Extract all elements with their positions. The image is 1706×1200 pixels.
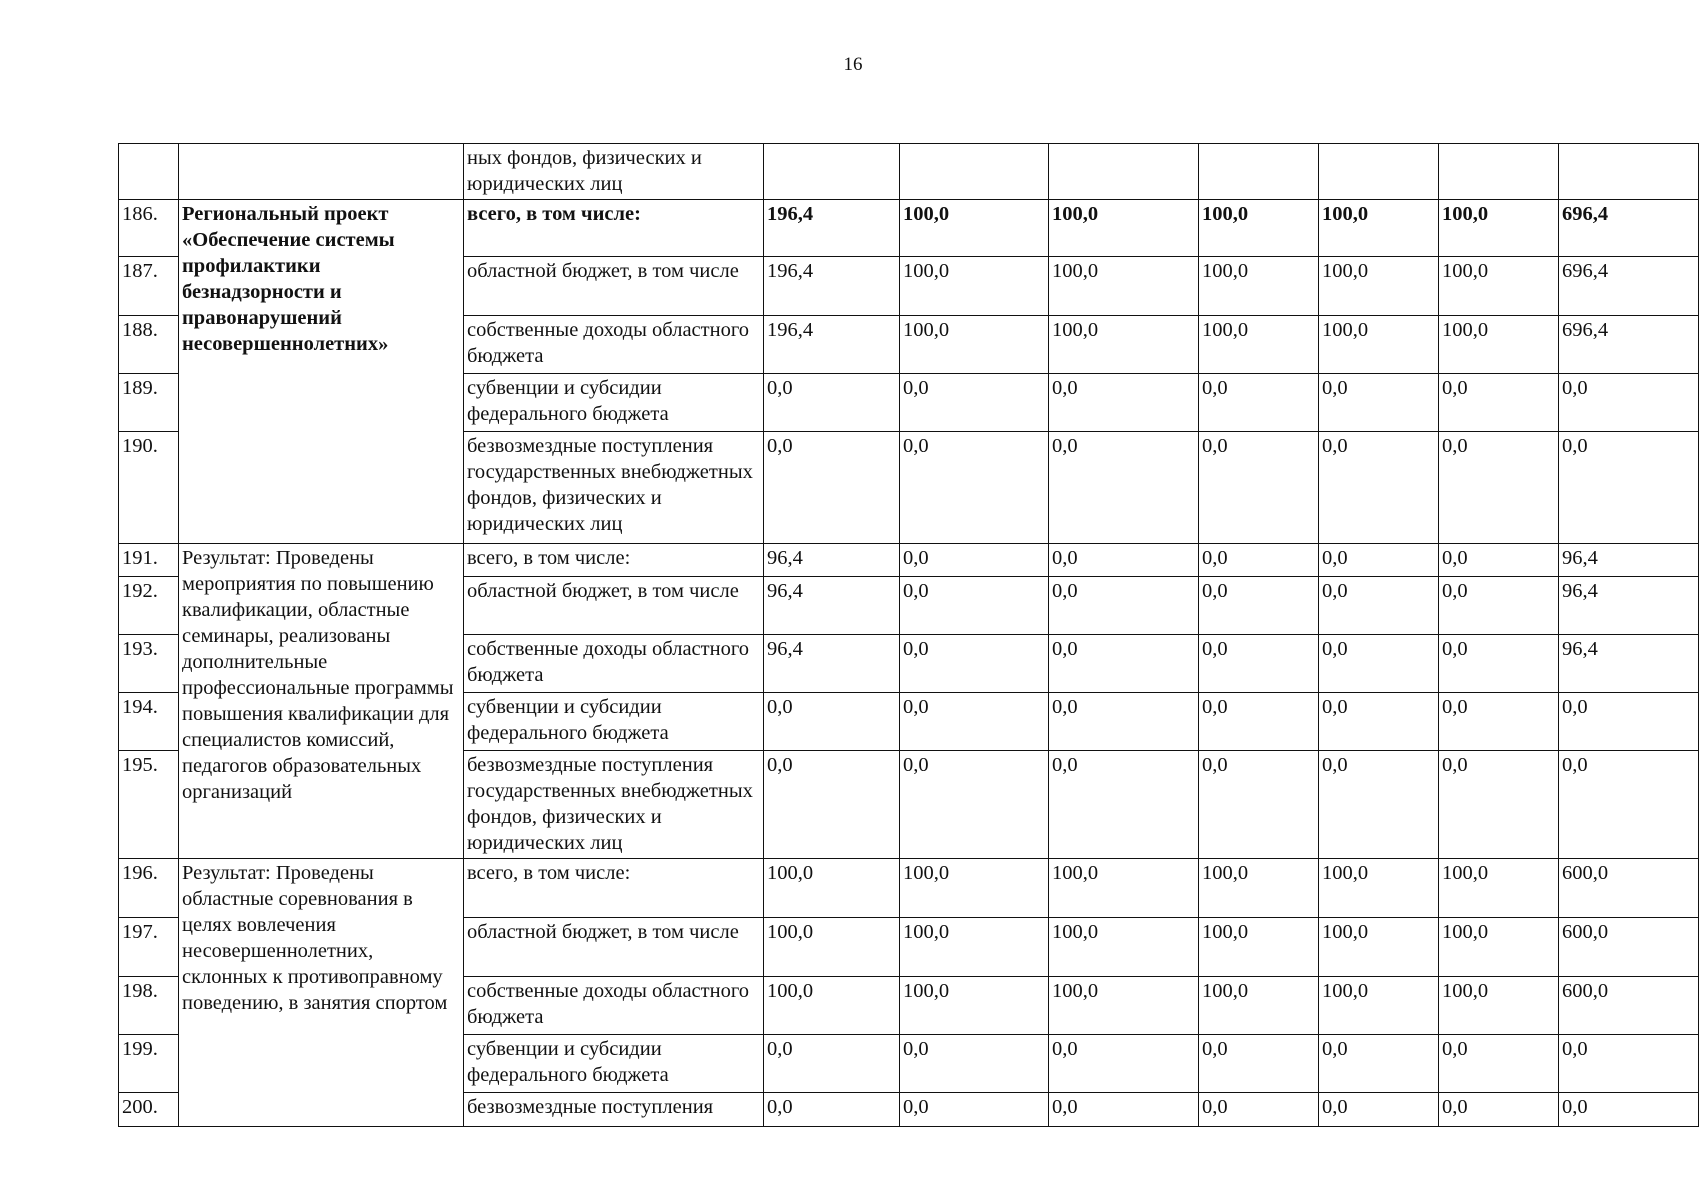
funding-source-cell: всего, в том числе: xyxy=(464,200,764,257)
row-number-cell: 194. xyxy=(119,693,179,751)
value-cell: 96,4 xyxy=(764,544,900,577)
value-cell: 0,0 xyxy=(1199,1035,1319,1093)
value-cell: 0,0 xyxy=(764,1035,900,1093)
value-cell: 0,0 xyxy=(1049,635,1199,693)
row-number-cell: 200. xyxy=(119,1093,179,1127)
value-cell: 0,0 xyxy=(1319,432,1439,544)
value-cell: 0,0 xyxy=(1439,432,1559,544)
table-row xyxy=(119,544,1699,577)
value-cell: 0,0 xyxy=(1319,1093,1439,1127)
value-cell: 100,0 xyxy=(1319,918,1439,977)
value-cell: 100,0 xyxy=(1049,859,1199,918)
value-cell: 100,0 xyxy=(1049,918,1199,977)
funding-source-cell: безвозмездные поступления xyxy=(464,1093,764,1127)
table-body xyxy=(119,144,1699,1127)
value-cell: 100,0 xyxy=(1049,316,1199,374)
value-cell: 100,0 xyxy=(1439,257,1559,316)
row-number-cell: 198. xyxy=(119,977,179,1035)
value-cell: 100,0 xyxy=(900,316,1049,374)
value-cell: 100,0 xyxy=(1319,200,1439,257)
value-cell: 96,4 xyxy=(764,635,900,693)
value-cell: 0,0 xyxy=(1319,751,1439,859)
value-cell: 0,0 xyxy=(1559,1035,1699,1093)
row-number-cell: 197. xyxy=(119,918,179,977)
value-cell xyxy=(900,144,1049,200)
value-cell: 696,4 xyxy=(1559,257,1699,316)
funding-source-cell: субвенции и субсидии федерального бюджета xyxy=(464,693,764,751)
value-cell: 100,0 xyxy=(764,977,900,1035)
row-number-cell: 199. xyxy=(119,1035,179,1093)
value-cell: 0,0 xyxy=(764,1093,900,1127)
value-cell xyxy=(764,144,900,200)
value-cell: 100,0 xyxy=(1199,200,1319,257)
value-cell: 0,0 xyxy=(1199,374,1319,432)
value-cell: 196,4 xyxy=(764,257,900,316)
row-number-cell xyxy=(119,144,179,200)
value-cell: 0,0 xyxy=(1319,544,1439,577)
value-cell xyxy=(1049,144,1199,200)
value-cell: 696,4 xyxy=(1559,316,1699,374)
value-cell: 100,0 xyxy=(900,977,1049,1035)
value-cell: 0,0 xyxy=(1199,1093,1319,1127)
value-cell: 0,0 xyxy=(1049,577,1199,635)
value-cell: 100,0 xyxy=(1049,977,1199,1035)
value-cell: 100,0 xyxy=(764,918,900,977)
value-cell: 100,0 xyxy=(1319,257,1439,316)
funding-source-cell: ных фондов, физических и юридических лиц xyxy=(464,144,764,200)
value-cell: 100,0 xyxy=(1439,316,1559,374)
value-cell: 600,0 xyxy=(1559,918,1699,977)
row-number-cell: 189. xyxy=(119,374,179,432)
budget-table xyxy=(118,143,1699,1127)
value-cell: 96,4 xyxy=(1559,635,1699,693)
funding-source-cell: областной бюджет, в том числе xyxy=(464,257,764,316)
funding-source-cell: всего, в том числе: xyxy=(464,859,764,918)
value-cell: 0,0 xyxy=(764,751,900,859)
value-cell: 0,0 xyxy=(1439,1093,1559,1127)
value-cell: 0,0 xyxy=(1049,751,1199,859)
value-cell: 0,0 xyxy=(900,544,1049,577)
value-cell: 0,0 xyxy=(1439,1035,1559,1093)
value-cell: 100,0 xyxy=(1319,316,1439,374)
funding-source-cell: всего, в том числе: xyxy=(464,544,764,577)
value-cell: 600,0 xyxy=(1559,859,1699,918)
continuation-row xyxy=(119,144,1699,200)
value-cell: 100,0 xyxy=(900,859,1049,918)
value-cell: 100,0 xyxy=(1319,977,1439,1035)
value-cell: 100,0 xyxy=(1199,316,1319,374)
value-cell: 0,0 xyxy=(1199,432,1319,544)
value-cell: 0,0 xyxy=(900,577,1049,635)
section-title-cell: Результат: Проведены мероприятия по повышению квалификации, областные семинары, реализованы дополнительные профессиональные программы повышения квалификации для специалистов комиссий, педагогов образовательных организаций xyxy=(179,544,464,859)
value-cell: 100,0 xyxy=(900,918,1049,977)
value-cell: 0,0 xyxy=(1559,751,1699,859)
value-cell: 100,0 xyxy=(1439,977,1559,1035)
value-cell: 0,0 xyxy=(764,693,900,751)
value-cell: 100,0 xyxy=(1439,918,1559,977)
value-cell: 0,0 xyxy=(1199,635,1319,693)
row-number-cell: 196. xyxy=(119,859,179,918)
funding-source-cell: областной бюджет, в том числе xyxy=(464,918,764,977)
funding-source-cell: субвенции и субсидии федерального бюджета xyxy=(464,1035,764,1093)
value-cell: 0,0 xyxy=(1439,577,1559,635)
value-cell: 0,0 xyxy=(1199,751,1319,859)
value-cell: 96,4 xyxy=(764,577,900,635)
value-cell: 0,0 xyxy=(764,374,900,432)
value-cell: 100,0 xyxy=(764,859,900,918)
value-cell: 100,0 xyxy=(1199,918,1319,977)
value-cell: 0,0 xyxy=(1049,432,1199,544)
value-cell: 0,0 xyxy=(900,1035,1049,1093)
value-cell: 0,0 xyxy=(1199,544,1319,577)
value-cell: 96,4 xyxy=(1559,544,1699,577)
value-cell: 0,0 xyxy=(1439,751,1559,859)
value-cell: 0,0 xyxy=(900,693,1049,751)
value-cell: 0,0 xyxy=(900,374,1049,432)
value-cell: 0,0 xyxy=(1049,374,1199,432)
value-cell: 0,0 xyxy=(1049,544,1199,577)
value-cell: 0,0 xyxy=(900,751,1049,859)
value-cell: 0,0 xyxy=(1439,544,1559,577)
value-cell: 0,0 xyxy=(1439,374,1559,432)
value-cell: 0,0 xyxy=(1439,635,1559,693)
value-cell: 0,0 xyxy=(1049,1093,1199,1127)
funding-source-cell: собственные доходы областного бюджета xyxy=(464,316,764,374)
row-number-cell: 191. xyxy=(119,544,179,577)
table-row xyxy=(119,200,1699,257)
value-cell: 100,0 xyxy=(1199,257,1319,316)
row-number-cell: 195. xyxy=(119,751,179,859)
value-cell: 0,0 xyxy=(1319,374,1439,432)
value-cell: 0,0 xyxy=(1559,432,1699,544)
value-cell xyxy=(1319,144,1439,200)
value-cell: 100,0 xyxy=(1199,977,1319,1035)
value-cell: 0,0 xyxy=(1049,693,1199,751)
value-cell: 0,0 xyxy=(1559,1093,1699,1127)
page-number: 16 xyxy=(843,54,863,75)
value-cell: 100,0 xyxy=(1199,859,1319,918)
value-cell: 0,0 xyxy=(1199,693,1319,751)
value-cell: 100,0 xyxy=(1049,257,1199,316)
section-title-cell: Региональный проект «Обеспечение системы профилактики безнадзорности и правонарушений несовершеннолетних» xyxy=(179,200,464,544)
value-cell: 0,0 xyxy=(1319,693,1439,751)
value-cell: 0,0 xyxy=(900,432,1049,544)
section-title-cell: Результат: Проведены областные соревнования в целях вовлечения несовершеннолетних, склонных к противоправному поведению, в занятия спортом xyxy=(179,859,464,1127)
value-cell: 100,0 xyxy=(1439,859,1559,918)
value-cell xyxy=(1199,144,1319,200)
value-cell: 100,0 xyxy=(1319,859,1439,918)
row-number-cell: 186. xyxy=(119,200,179,257)
value-cell: 0,0 xyxy=(1319,577,1439,635)
value-cell: 0,0 xyxy=(1199,577,1319,635)
funding-source-cell: безвозмездные поступления государственных внебюджетных фондов, физических и юридических лиц xyxy=(464,432,764,544)
value-cell: 0,0 xyxy=(900,1093,1049,1127)
section-title-cell xyxy=(179,144,464,200)
value-cell: 0,0 xyxy=(1319,635,1439,693)
funding-source-cell: областной бюджет, в том числе xyxy=(464,577,764,635)
value-cell xyxy=(1559,144,1699,200)
table-row xyxy=(119,859,1699,918)
value-cell: 0,0 xyxy=(1559,374,1699,432)
row-number-cell: 187. xyxy=(119,257,179,316)
row-number-cell: 188. xyxy=(119,316,179,374)
funding-source-cell: субвенции и субсидии федерального бюджета xyxy=(464,374,764,432)
funding-source-cell: собственные доходы областного бюджета xyxy=(464,635,764,693)
value-cell xyxy=(1439,144,1559,200)
value-cell: 100,0 xyxy=(1049,200,1199,257)
value-cell: 0,0 xyxy=(1049,1035,1199,1093)
value-cell: 100,0 xyxy=(1439,200,1559,257)
value-cell: 100,0 xyxy=(900,200,1049,257)
row-number-cell: 192. xyxy=(119,577,179,635)
value-cell: 0,0 xyxy=(1319,1035,1439,1093)
row-number-cell: 190. xyxy=(119,432,179,544)
value-cell: 100,0 xyxy=(900,257,1049,316)
funding-source-cell: собственные доходы областного бюджета xyxy=(464,977,764,1035)
value-cell: 96,4 xyxy=(1559,577,1699,635)
value-cell: 0,0 xyxy=(1559,693,1699,751)
funding-source-cell: безвозмездные поступления государственных внебюджетных фондов, физических и юридических лиц xyxy=(464,751,764,859)
value-cell: 600,0 xyxy=(1559,977,1699,1035)
value-cell: 0,0 xyxy=(764,432,900,544)
value-cell: 196,4 xyxy=(764,316,900,374)
row-number-cell: 193. xyxy=(119,635,179,693)
value-cell: 696,4 xyxy=(1559,200,1699,257)
value-cell: 196,4 xyxy=(764,200,900,257)
value-cell: 0,0 xyxy=(1439,693,1559,751)
value-cell: 0,0 xyxy=(900,635,1049,693)
